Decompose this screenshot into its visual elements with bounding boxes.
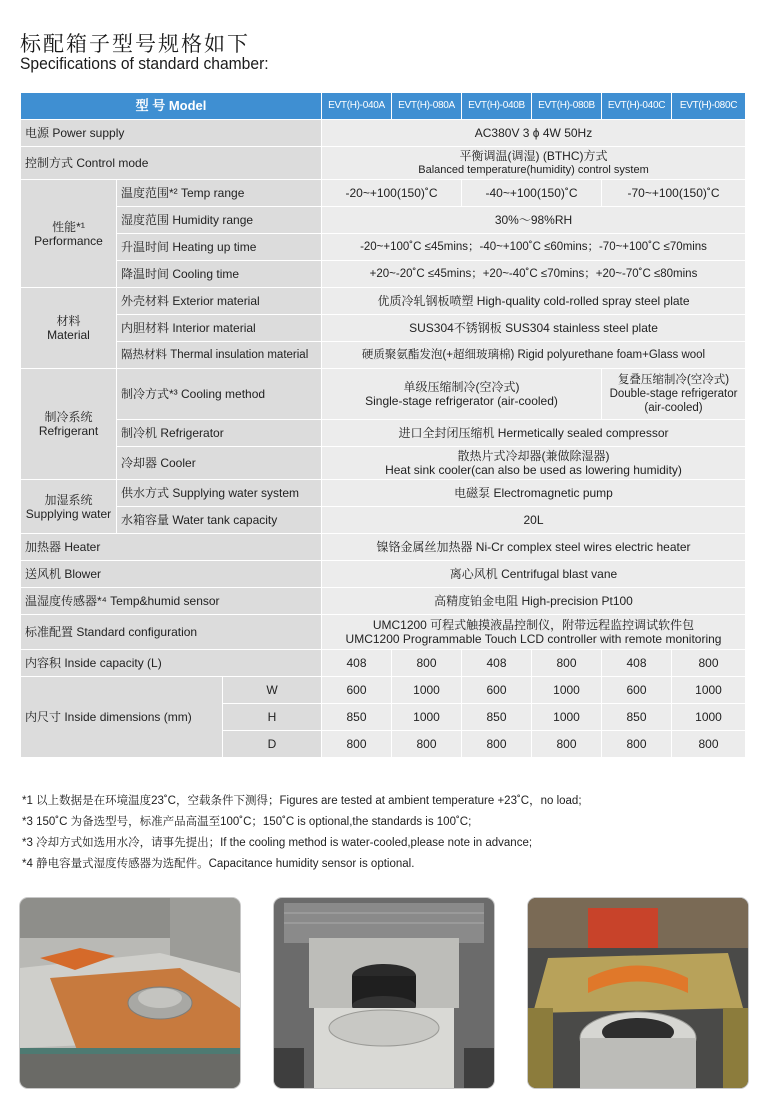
water-tank-label: 水箱容量 Water tank capacity — [117, 507, 322, 534]
water-category — [21, 480, 117, 534]
page-title-en: Specifications of standard chamber: — [20, 54, 269, 73]
dim-h-key: H — [223, 704, 322, 731]
dim-w-cell: 600 — [462, 677, 532, 704]
cooling-method-label: 制冷方式*³ Cooling method — [117, 369, 322, 420]
capacity-label: 内容积 Inside capacity (L) — [21, 650, 322, 677]
heater-row — [21, 534, 746, 561]
temp-range-a: -20~+100(150)˚C — [322, 180, 462, 207]
model-080c: EVT(H)-080C — [672, 93, 746, 120]
dim-d-cell: 800 — [462, 731, 532, 758]
dim-h-cell: 1000 — [532, 704, 602, 731]
humidity-range-value: 30%～98%RH — [322, 207, 746, 234]
dim-h-cell: 1000 — [392, 704, 462, 731]
refrigerant-cat-en: Refrigerant — [38, 424, 99, 438]
power-row — [21, 120, 746, 147]
refrigerator-row — [21, 420, 746, 447]
double-stage-en2: (air-cooled) — [644, 402, 703, 414]
footnote: *4 静电容量式湿度传感器为选配件。Capacitance humidity sensor is optional. — [22, 858, 415, 870]
water-cat-en: Supplying water — [25, 506, 112, 521]
refrigerator-value: 进口全封闭压缩机 Hermetically sealed compressor — [322, 420, 746, 447]
shaker-table-image — [274, 898, 494, 1088]
shaker-insulation-image — [528, 898, 748, 1088]
dim-w-cell: 600 — [602, 677, 672, 704]
water-tank-value: 20L — [322, 507, 746, 534]
material-cat-cn: 材料 — [56, 314, 81, 328]
standard-row — [21, 615, 746, 650]
footnote: *1 以上数据是在环境温度23˚C，空载条件下测得；Figures are tested at ambient temperature +23˚C，no load; — [22, 795, 582, 807]
cooling-row — [21, 261, 746, 288]
double-stage-cn: 复叠压缩制冷(空冷式) — [617, 374, 730, 386]
double-stage-en: Double-stage refrigerator — [609, 388, 738, 400]
cooler-value-cn: 散热片式冷却器(兼做除湿器) — [457, 449, 610, 463]
dim-d-cell: 800 — [392, 731, 462, 758]
exterior-value: 优质冷轧钢板喷塑 High-quality cold-rolled spray steel plate — [322, 288, 746, 315]
insulation-value: 硬质聚氨酯发泡(+超细玻璃棉) Rigid polyurethane foam+Glass wool — [322, 342, 746, 369]
single-stage-en: Single-stage refrigerator (air-cooled) — [365, 394, 558, 408]
performance-cat-en: Performance — [34, 233, 103, 248]
blower-label: 送风机 Blower — [21, 561, 322, 588]
interior-value: SUS304不锈钢板 SUS304 stainless steel plate — [322, 315, 746, 342]
interior-row — [21, 315, 746, 342]
water-supply-label: 供水方式 Supplying water system — [117, 480, 322, 507]
heating-label: 升温时间 Heating up time — [117, 234, 322, 261]
page-title-cn: 标配箱子型号规格如下 — [20, 33, 250, 56]
water-cat-cn: 加湿系统 — [44, 492, 93, 507]
photo-shaker-insulation — [528, 898, 748, 1088]
model-040b: EVT(H)-040B — [462, 93, 532, 120]
insulation-label: 隔热材料 Thermal insulation material — [117, 342, 322, 369]
dim-h-cell: 850 — [602, 704, 672, 731]
refrigerant-category — [21, 369, 117, 480]
humidity-range-label: 湿度范围 Humidity range — [117, 207, 322, 234]
header-row — [21, 93, 746, 120]
performance-category — [21, 180, 117, 288]
footnotes — [22, 791, 582, 875]
capacity-cell: 800 — [392, 650, 462, 677]
dimensions-label: 内尺寸 Inside dimensions (mm) — [21, 677, 223, 758]
model-header: 型 号 Model — [21, 93, 322, 120]
single-stage-value — [322, 369, 602, 420]
cooler-row — [21, 447, 746, 480]
dim-w-cell: 1000 — [672, 677, 746, 704]
power-value: AC380V 3 ϕ 4W 50Hz — [322, 120, 746, 147]
heater-label: 加热器 Heater — [21, 534, 322, 561]
dim-d-cell: 800 — [322, 731, 392, 758]
control-value-en: Balanced temperature(humidity) control system — [418, 164, 649, 176]
material-category — [21, 288, 117, 369]
refrigerator-label: 制冷机 Refrigerator — [117, 420, 322, 447]
water-supply-row — [21, 480, 746, 507]
cooling-value: +20~-20˚C ≤45mins；+20~-40˚C ≤70mins；+20~-70˚C ≤80mins — [322, 261, 746, 288]
dim-w-cell: 600 — [322, 677, 392, 704]
dim-h-cell: 850 — [322, 704, 392, 731]
dim-w-cell: 1000 — [532, 677, 602, 704]
single-stage-cn: 单级压缩制冷(空冷式) — [403, 380, 520, 394]
capacity-cell: 800 — [672, 650, 746, 677]
interior-label: 内胆材料 Interior material — [117, 315, 322, 342]
dim-d-key: D — [223, 731, 322, 758]
dim-w-cell: 1000 — [392, 677, 462, 704]
performance-cat-cn: 性能*¹ — [52, 219, 85, 234]
exterior-row — [21, 288, 746, 315]
cooling-label: 降温时间 Cooling time — [117, 261, 322, 288]
dim-d-cell: 800 — [602, 731, 672, 758]
chamber-interior-image — [20, 898, 240, 1088]
temp-range-label: 温度范围*² Temp range — [117, 180, 322, 207]
sensor-row — [21, 588, 746, 615]
footnote: *3 150˚C 为备选型号，标准产品高温至100˚C；150˚C is optional,the standards is 100˚C; — [22, 816, 472, 828]
capacity-cell: 408 — [322, 650, 392, 677]
exterior-label: 外壳材料 Exterior material — [117, 288, 322, 315]
temp-range-row — [21, 180, 746, 207]
cooler-value-en: Heat sink cooler(can also be used as lowering humidity) — [385, 463, 682, 477]
standard-label: 标准配置 Standard configuration — [21, 615, 322, 650]
temp-range-c: -70~+100(150)˚C — [602, 180, 746, 207]
sensor-label: 温湿度传感器*⁴ Temp&humid sensor — [21, 588, 322, 615]
standard-value — [322, 615, 746, 650]
water-supply-value: 电磁泵 Electromagnetic pump — [322, 480, 746, 507]
dim-d-cell: 800 — [532, 731, 602, 758]
dim-d-cell: 800 — [672, 731, 746, 758]
photo-chamber-interior — [20, 898, 240, 1088]
material-cat-en: Material — [47, 328, 90, 342]
blower-value: 离心风机 Centrifugal blast vane — [322, 561, 746, 588]
footnote: *3 冷却方式如选用水冷，请事先提出；If the cooling method is water-cooled,please note in advance; — [22, 837, 533, 849]
model-080a: EVT(H)-080A — [392, 93, 462, 120]
dim-h-cell: 850 — [462, 704, 532, 731]
cooling-method-row — [21, 369, 746, 420]
control-label: 控制方式 Control mode — [21, 147, 322, 180]
capacity-cell: 800 — [532, 650, 602, 677]
model-040a: EVT(H)-040A — [322, 93, 392, 120]
insulation-row — [21, 342, 746, 369]
power-label: 电源 Power supply — [21, 120, 322, 147]
standard-value-en: UMC1200 Programmable Touch LCD controller with remote monitoring — [345, 632, 722, 646]
cooler-label: 冷却器 Cooler — [117, 447, 322, 480]
humidity-range-row — [21, 207, 746, 234]
spec-table — [20, 92, 746, 758]
temp-range-b: -40~+100(150)˚C — [462, 180, 602, 207]
capacity-row — [21, 650, 746, 677]
photo-shaker-table — [274, 898, 494, 1088]
capacity-cell: 408 — [462, 650, 532, 677]
dim-h-cell: 1000 — [672, 704, 746, 731]
cooler-value — [322, 447, 746, 480]
model-040c: EVT(H)-040C — [602, 93, 672, 120]
heating-value: -20~+100˚C ≤45mins；-40~+100˚C ≤60mins；-70~+100˚C ≤70mins — [322, 234, 746, 261]
heating-row — [21, 234, 746, 261]
water-tank-row — [21, 507, 746, 534]
double-stage-value — [602, 369, 746, 420]
dim-w-key: W — [223, 677, 322, 704]
refrigerant-cat-cn: 制冷系统 — [44, 410, 93, 424]
capacity-cell: 408 — [602, 650, 672, 677]
model-080b: EVT(H)-080B — [532, 93, 602, 120]
dim-w-row — [21, 677, 746, 704]
sensor-value: 高精度铂金电阻 High-precision Pt100 — [322, 588, 746, 615]
control-value-cn: 平衡调温(调湿) (BTHC)方式 — [459, 149, 608, 163]
blower-row — [21, 561, 746, 588]
standard-value-cn: UMC1200 可程式触摸液晶控制仪，附带远程监控调试软件包 — [372, 618, 695, 632]
control-row — [21, 147, 746, 180]
heater-value: 镍铬金属丝加热器 Ni-Cr complex steel wires electric heater — [322, 534, 746, 561]
control-value — [322, 147, 746, 180]
